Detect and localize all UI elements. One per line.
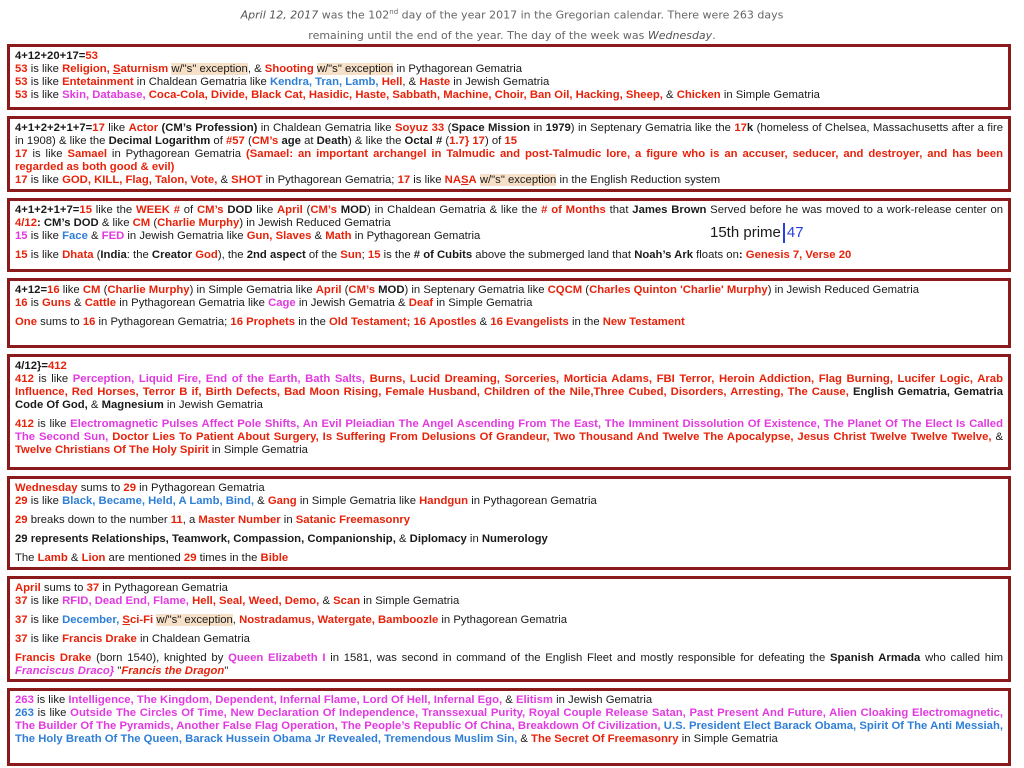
section-line: 37 is like Francis Drake in Chaldean Gematria bbox=[15, 633, 250, 645]
section-line: 4+12=16 like CM (Charlie Murphy) in Simple Gematria like April (CM’s MOD) in Septenary Gematria like CQCM (Charles Quinton 'Charlie' Murphy) in Jewish Reduced Gematria bbox=[15, 284, 920, 296]
section-37 bbox=[7, 576, 1011, 682]
section-16 bbox=[7, 278, 1011, 348]
section-29 bbox=[7, 476, 1011, 570]
prime-annotation bbox=[710, 223, 804, 243]
section-line: 4+1+2+2+1+7=17 like Actor (CM’s Profession) in Chaldean Gematria like Soyuz 33 (Space Mission in 1979) in Septenary Gematria like the 17k (homeless of Chelsea, Massachusetts after a fire in 1908) & like the Decimal Logarithm of #57 (CM’s age at Death) & like the Octal # (1.7} 17) of 15 bbox=[15, 122, 1004, 147]
section-line: Wednesday sums to 29 in Pythagorean Gematria bbox=[15, 482, 265, 494]
section-17 bbox=[7, 116, 1011, 192]
section-line: 37 is like December, Sci-Fi w/"s" exception, Nostradamus, Watergate, Bamboozle in Pythagorean Gematria bbox=[15, 614, 568, 626]
section-line: 4/12}=412 bbox=[15, 360, 67, 372]
section-line: 412 is like Perception, Liquid Fire, End of the Earth, Bath Salts, Burns, Lucid Dreaming, Sorceries, Morticia Adams, FBI Terror, Heroin Addiction, Flag Burning, Lucifer Logic, Arab Influence, Red Horses, Terror B if, Birth Defects, Bad Moon Rising, Female Husband, Children of the Nile,Three Cubed, Disorders, Arresting, The Cause, English Gematria, Gematria Code Of God, & Magnesium in Jewish Gematria bbox=[15, 373, 1003, 411]
section-line: 263 is like Outside The Circles Of Time, New Declaration Of Independence, Transsexual Purity, Royal Couple Release Satan, Past Present And Future, Alien Cloaking Electromagnetic, The Builder Of The Pyramids, Another False Flag Operation, The People’s Republic Of China, Breakdown Of Civilization, U.S. President Elect Barack Obama, Spirit Of The Anti Messiah, The Holy Breath Of The Queen, Barack Hussein Obama Jr Revealed, Tremendous Muslim Sin, & The Secret Of Freemasonry in Simple Gematria bbox=[15, 707, 1003, 745]
section-line: 16 is Guns & Cattle in Pythagorean Gematria like Cage in Jewish Gematria & Deaf in Simple Gematria bbox=[15, 297, 533, 309]
section-line: 263 is like Intelligence, The Kingdom, Dependent, Infernal Flame, Lord Of Hell, Infernal Ego, & Elitism in Jewish Gematria bbox=[15, 694, 653, 706]
section-line: 37 is like RFID, Dead End, Flame, Hell, Seal, Weed, Demo, & Scan in Simple Gematria bbox=[15, 595, 460, 607]
section-line: Francis Drake (born 1540), knighted by Queen Elizabeth I in 1581, was second in command of the English Fleet and mostly responsible for defeating the Spanish Armada who called him Franciscus Draco} "Francis the Dragon" bbox=[15, 652, 1004, 677]
prime-divider bbox=[783, 223, 785, 243]
section-line: 53 is like Religion, Saturnism w/"s" exception, & Shooting w/"s" exception in Pythagorean Gematria bbox=[15, 63, 523, 75]
section-15 bbox=[7, 198, 1011, 272]
section-263 bbox=[7, 688, 1011, 766]
section-line: 53 is like Skin, Database, Coca-Cola, Divide, Black Cat, Hasidic, Haste, Sabbath, Machine, Choir, Ban Oil, Hacking, Sheep, & Chicken in Simple Gematria bbox=[15, 89, 820, 101]
section-53 bbox=[7, 44, 1011, 110]
section-line: 15 is like Dhata (India: the Creator God), the 2nd aspect of the Sun; 15 is the # of Cubits above the submerged land that Noah’s Ark floats on: Genesis 7, Verse 20 bbox=[15, 249, 852, 261]
header-line-1: April 12, 2017 was the 102nd day of the year 2017 in the Gregorian calendar. There were 263 days bbox=[240, 8, 784, 22]
section-line: 29 represents Relationships, Teamwork, Compassion, Companionship, & Diplomacy in Numerology bbox=[15, 533, 548, 545]
section-line: 17 is like Samael in Pythagorean Gematria (Samael: an important archangel in Talmudic and post-Talmudic lore, a figure who is an accuser, seducer, and destroyer, and has been regarded as both good & evil) bbox=[15, 148, 1003, 173]
section-line: The Lamb & Lion are mentioned 29 times in the Bible bbox=[15, 552, 289, 564]
section-line: 29 is like Black, Became, Held, A Lamb, Bind, & Gang in Simple Gematria like Handgun in Pythagorean Gematria bbox=[15, 495, 597, 507]
section-line: 4+1+2+1+7=15 like the WEEK # of CM’s DOD like April (CM’s MOD) in Chaldean Gematria & like the # of Months that James Brown Served before he was moved to a work-release center on 4/12: CM’s DOD & like CM (Charlie Murphy) in Jewish Reduced Gematria bbox=[15, 204, 1004, 229]
prime-value: 47 bbox=[786, 223, 804, 241]
section-line: 412 is like Electromagnetic Pulses Affect Pole Shifts, An Evil Pleiadian The Angel Ascending From The East, The Imminent Dissolution Of Existence, The Planet Of The Elect Is Called The Second Sun, Doctor Lies To Patient About Surgery, Is Suffering From Delusions Of Grandeur, Two Thousand And Twelve The Apocalypse, Jesus Christ Twelve Twelve Twelve, & Twelve Christians Of The Holy Spirit in Simple Gematria bbox=[15, 418, 1003, 456]
page-header bbox=[0, 0, 1024, 42]
section-412 bbox=[7, 354, 1011, 470]
section-line: 53 is like Entetainment in Chaldean Gematria like Kendra, Tran, Lamb, Hell, & Haste in Jewish Gematria bbox=[15, 76, 550, 88]
section-line: 17 is like GOD, KILL, Flag, Talon, Vote, & SHOT in Pythagorean Gematria; 17 is like NASA w/"s" exception in the English Reduction system bbox=[15, 174, 721, 186]
section-line: 29 breaks down to the number 11, a Master Number in Satanic Freemasonry bbox=[15, 514, 411, 526]
section-line: 4+12+20+17=53 bbox=[15, 50, 98, 62]
prime-label: 15th prime bbox=[710, 223, 781, 241]
section-line: 15 is like Face & FED in Jewish Gematria like Gun, Slaves & Math in Pythagorean Gematria bbox=[15, 230, 481, 242]
section-line: One sums to 16 in Pythagorean Gematria; 16 Prophets in the Old Testament; 16 Apostles & 16 Evangelists in the New Testament bbox=[15, 316, 685, 328]
section-line: April sums to 37 in Pythagorean Gematria bbox=[15, 582, 228, 594]
header-line-2: remaining until the end of the year. The day of the week was Wednesday. bbox=[308, 28, 716, 42]
